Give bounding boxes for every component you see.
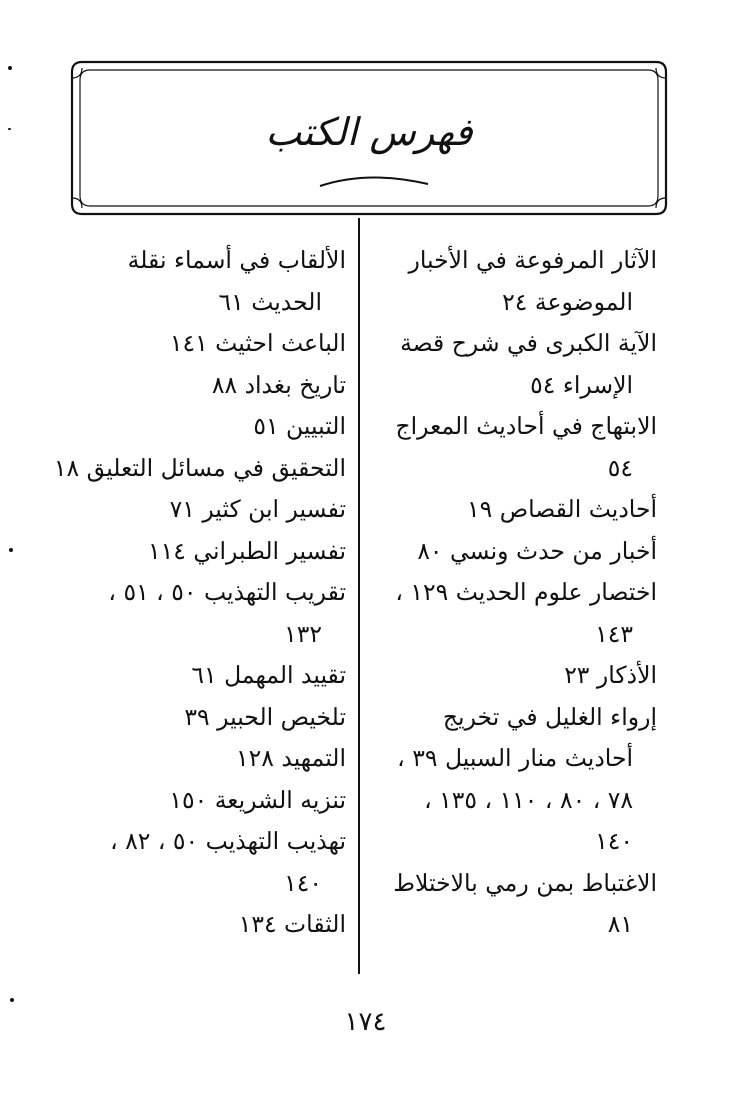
entry-title: الألقاب في أسماء نقلة [127, 246, 346, 274]
entry-continuation: ٨١ [607, 910, 633, 938]
index-entry [50, 697, 346, 739]
entry-continuation: أحاديث منار السبيل ٣٩ ، [397, 744, 633, 772]
entry-continuation: الحديث ٦١ [218, 287, 322, 316]
entry-title: تقريب التهذيب ٥٠ ، ٥١ ، [108, 578, 346, 606]
index-entry [50, 738, 346, 780]
title-frame [68, 58, 670, 218]
entry-continuation: ١٤٣ [595, 619, 633, 648]
page-number: ١٧٤ [344, 1007, 387, 1037]
index-entry [372, 655, 657, 697]
entry-title: الأذكار ٢٣ [564, 661, 657, 689]
entry-title: تاريخ بغداد ٨٨ [211, 370, 346, 399]
index-entry [50, 572, 346, 655]
scan-speck [8, 128, 11, 130]
scan-speck [9, 548, 13, 552]
entry-title: الباعث احثيث ١٤١ [169, 329, 346, 357]
entry-continuation: الموضوعة ٢٤ [502, 287, 633, 316]
entry-title: تنزيه الشريعة ١٥٠ [169, 785, 346, 814]
index-entry [50, 904, 346, 946]
right-column [372, 240, 657, 946]
index-entry [50, 406, 346, 448]
index-entry [50, 489, 346, 531]
entry-continuation: الإسراء ٥٤ [530, 370, 633, 399]
index-entry [372, 489, 657, 531]
entry-title: الآية الكبرى في شرح قصة [400, 329, 657, 357]
index-entry [372, 240, 657, 323]
index-entry [372, 323, 657, 406]
entry-title: تهذيب التهذيب ٥٠ ، ٨٢ ، [110, 827, 346, 855]
index-entry [50, 448, 346, 490]
entry-title: الآثار المرفوعة في الأخبار [408, 246, 657, 274]
page-title: فهرس الكتب [265, 110, 473, 154]
index-entry [372, 697, 657, 863]
entry-title: التبيين ٥١ [253, 412, 346, 440]
entry-title: إرواء الغليل في تخريج [442, 702, 657, 731]
entry-continuation: ٥٤ [607, 453, 633, 482]
entry-title: أخبار من حدث ونسي ٨٠ [417, 536, 657, 565]
entry-title: اختصار علوم الحديث ١٢٩ ، [395, 578, 657, 606]
index-entry [50, 780, 346, 822]
index-entry [372, 863, 657, 946]
entry-title: أحاديث القصاص ١٩ [466, 495, 657, 523]
entry-title: التمهيد ١٢٨ [236, 744, 346, 772]
left-column [50, 240, 346, 946]
entry-title: الثقات ١٣٤ [238, 910, 346, 938]
index-entry [372, 531, 657, 573]
scan-speck [10, 998, 14, 1002]
entry-continuation: ١٣٢ [284, 619, 322, 648]
index-entry [372, 572, 657, 655]
index-entry [50, 531, 346, 573]
index-entry [50, 323, 346, 365]
scan-speck [8, 66, 12, 70]
entry-title: تفسير الطبراني ١١٤ [148, 536, 346, 565]
entry-continuation: ٧٨ ، ٨٠ ، ١١٠ ، ١٣٥ ، [424, 785, 633, 814]
index-entry [50, 240, 346, 323]
entry-continuation: ١٤٠ [595, 827, 633, 855]
entry-title: التحقيق في مسائل التعليق ١٨ [53, 453, 346, 482]
index-entry [50, 821, 346, 904]
index-entry [50, 365, 346, 407]
index-entry [50, 655, 346, 697]
entry-title: تقييد المهمل ٦١ [191, 661, 346, 689]
column-divider [358, 218, 360, 974]
entry-title: تلخيص الحبير ٣٩ [184, 702, 346, 731]
index-entry [372, 406, 657, 489]
entry-continuation: ١٤٠ [284, 868, 322, 897]
entry-title: الاغتباط بمن رمي بالاختلاط [393, 868, 657, 897]
entry-title: تفسير ابن كثير ٧١ [169, 495, 346, 523]
entry-title: الابتهاج في أحاديث المعراج [395, 412, 657, 440]
